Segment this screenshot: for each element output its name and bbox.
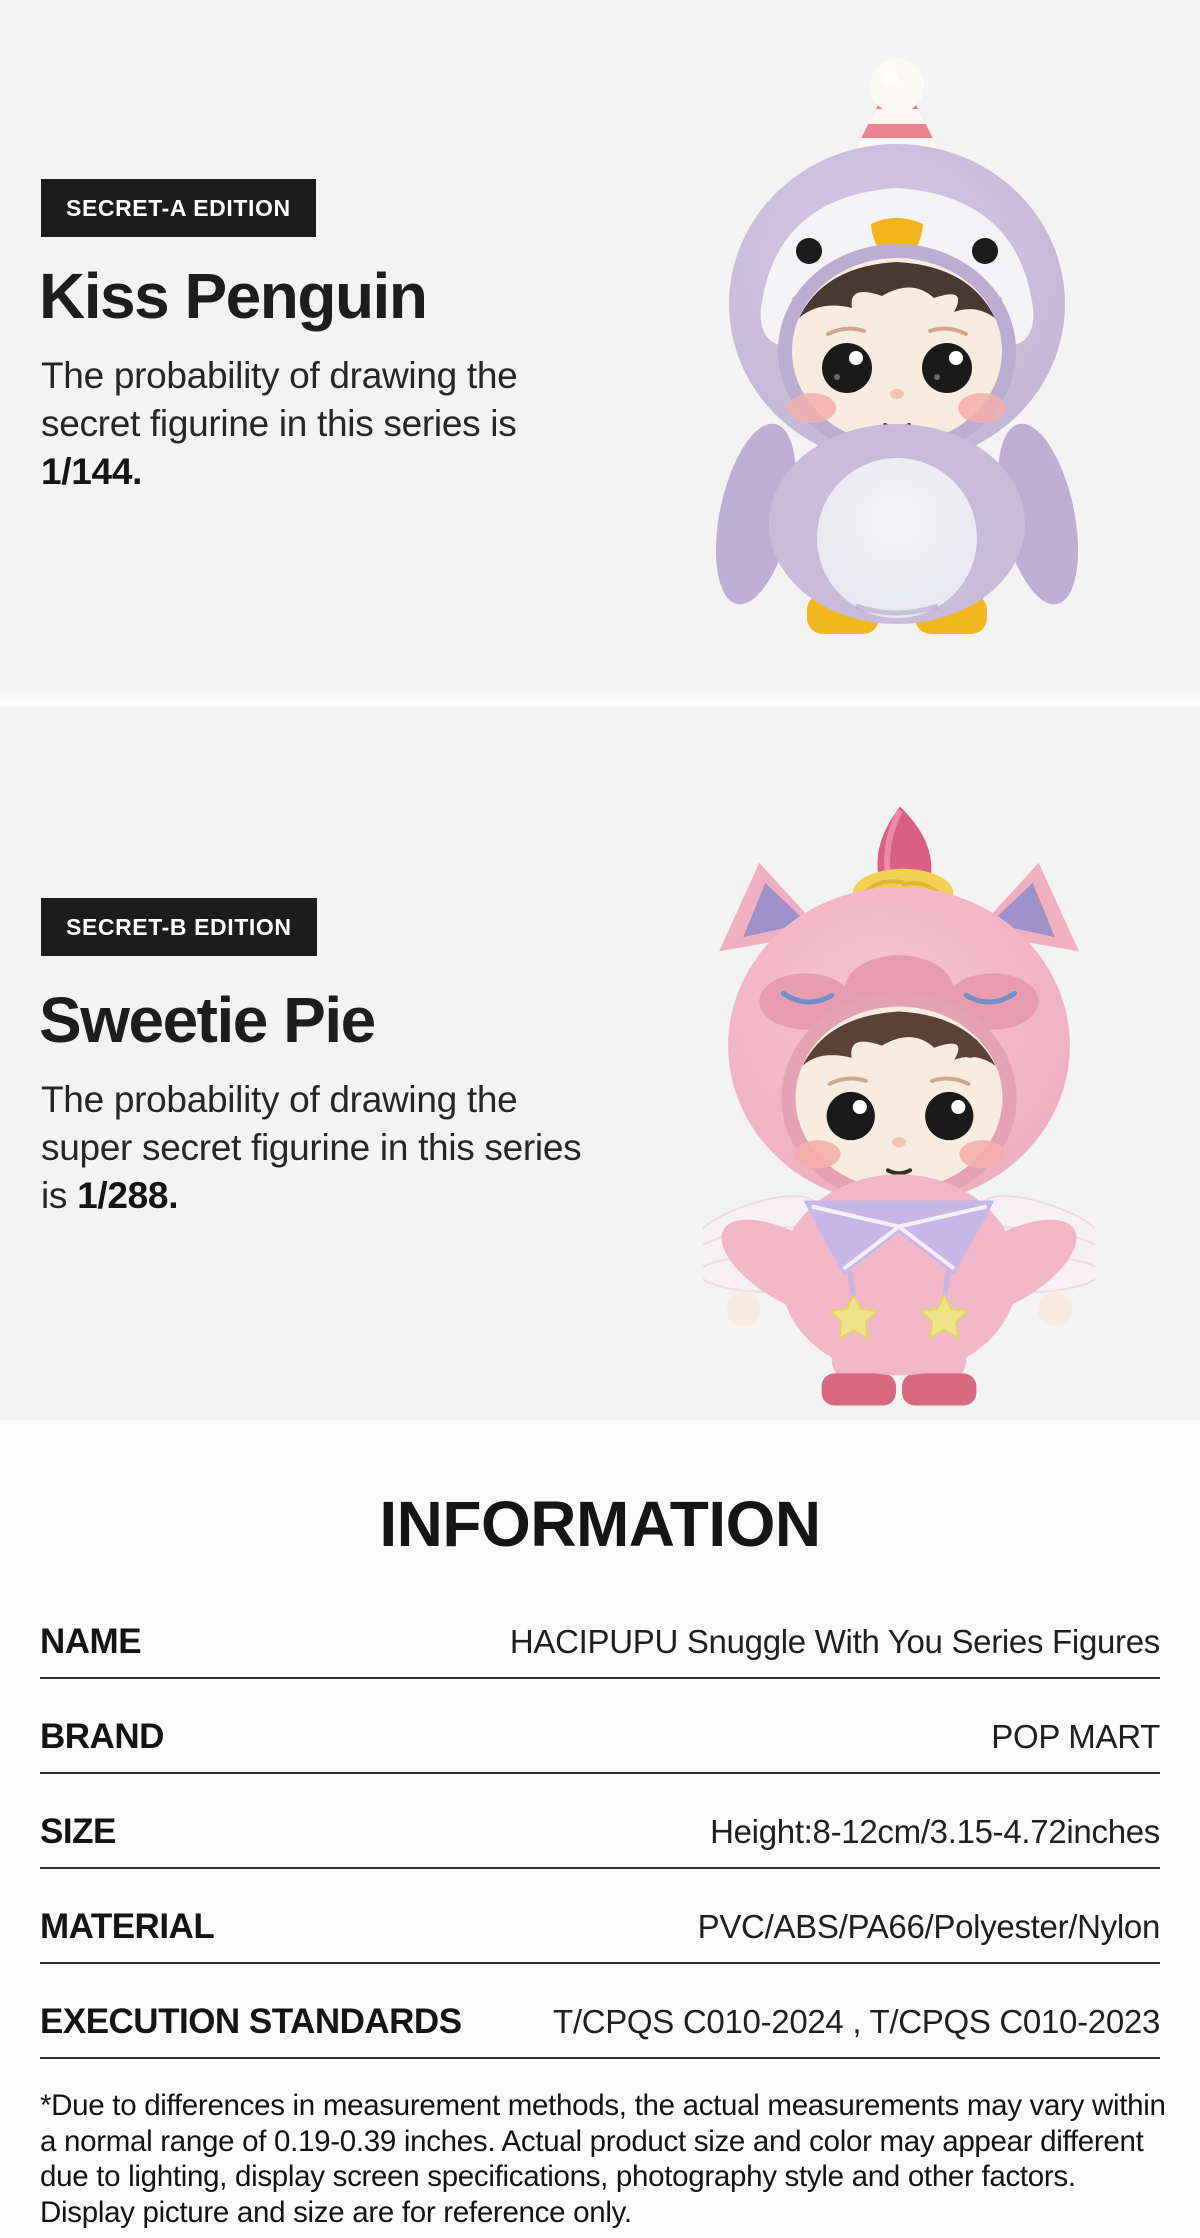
- figure-b-title: Sweetie Pie: [39, 984, 375, 1056]
- table-row-size: [40, 1774, 1160, 1869]
- row-label: MATERIAL: [40, 1907, 215, 1946]
- table-row-execution-standards: [40, 1964, 1160, 2059]
- secret-a-section: [0, 0, 1200, 706]
- secret-b-section: [0, 706, 1200, 1420]
- hood-eye-right: [972, 238, 998, 264]
- row-value: T/CPQS C010-2024 , T/CPQS C010-2023: [552, 2003, 1160, 2040]
- hood-eye-left: [796, 238, 822, 264]
- figure-b-desc-text: The probability of drawing the super secret figurine in this series is: [41, 1079, 582, 1216]
- information-table: [40, 1610, 1160, 2059]
- row-label: EXECUTION STANDARDS: [40, 2002, 462, 2041]
- secret-b-badge-label: SECRET-B EDITION: [66, 913, 292, 940]
- figure-a-description: [41, 352, 606, 496]
- kiss-penguin-figure: [706, 46, 1088, 648]
- sweetie-pie-figure: [703, 800, 1095, 1414]
- row-label: BRAND: [40, 1717, 164, 1756]
- row-value: POP MART: [991, 1718, 1160, 1755]
- row-value: Height:8-12cm/3.15-4.72inches: [710, 1813, 1160, 1850]
- figure-a-title: Kiss Penguin: [39, 260, 427, 332]
- table-row-material: [40, 1869, 1160, 1964]
- row-label: SIZE: [40, 1812, 116, 1851]
- information-title: INFORMATION: [379, 1488, 821, 1560]
- table-row-name: [40, 1610, 1160, 1679]
- measurement-disclaimer: *Due to differences in measurement methods, the actual measurements may vary within a normal range of 0.19-0.39 inches. Actual product size and color may appear different due to lighting, display screen specifications, photography style and other factors. Display picture and size are for reference only.: [40, 2089, 1166, 2229]
- row-value: HACIPUPU Snuggle With You Series Figures: [509, 1623, 1160, 1660]
- information-section: [0, 1420, 1200, 2238]
- secret-a-badge-label: SECRET-A EDITION: [66, 194, 291, 221]
- row-value: PVC/ABS/PA66/Polyester/Nylon: [697, 1908, 1160, 1945]
- secret-b-badge: [41, 898, 317, 956]
- row-label: NAME: [40, 1622, 142, 1661]
- secret-a-badge: [41, 179, 316, 237]
- figure-b-probability: 1/288.: [77, 1175, 179, 1216]
- figure-a-probability: 1/144.: [41, 451, 143, 492]
- table-row-brand: [40, 1679, 1160, 1774]
- figure-b-description: [41, 1076, 606, 1220]
- figure-a-desc-text: The probability of drawing the secret figurine in this series is: [41, 355, 518, 444]
